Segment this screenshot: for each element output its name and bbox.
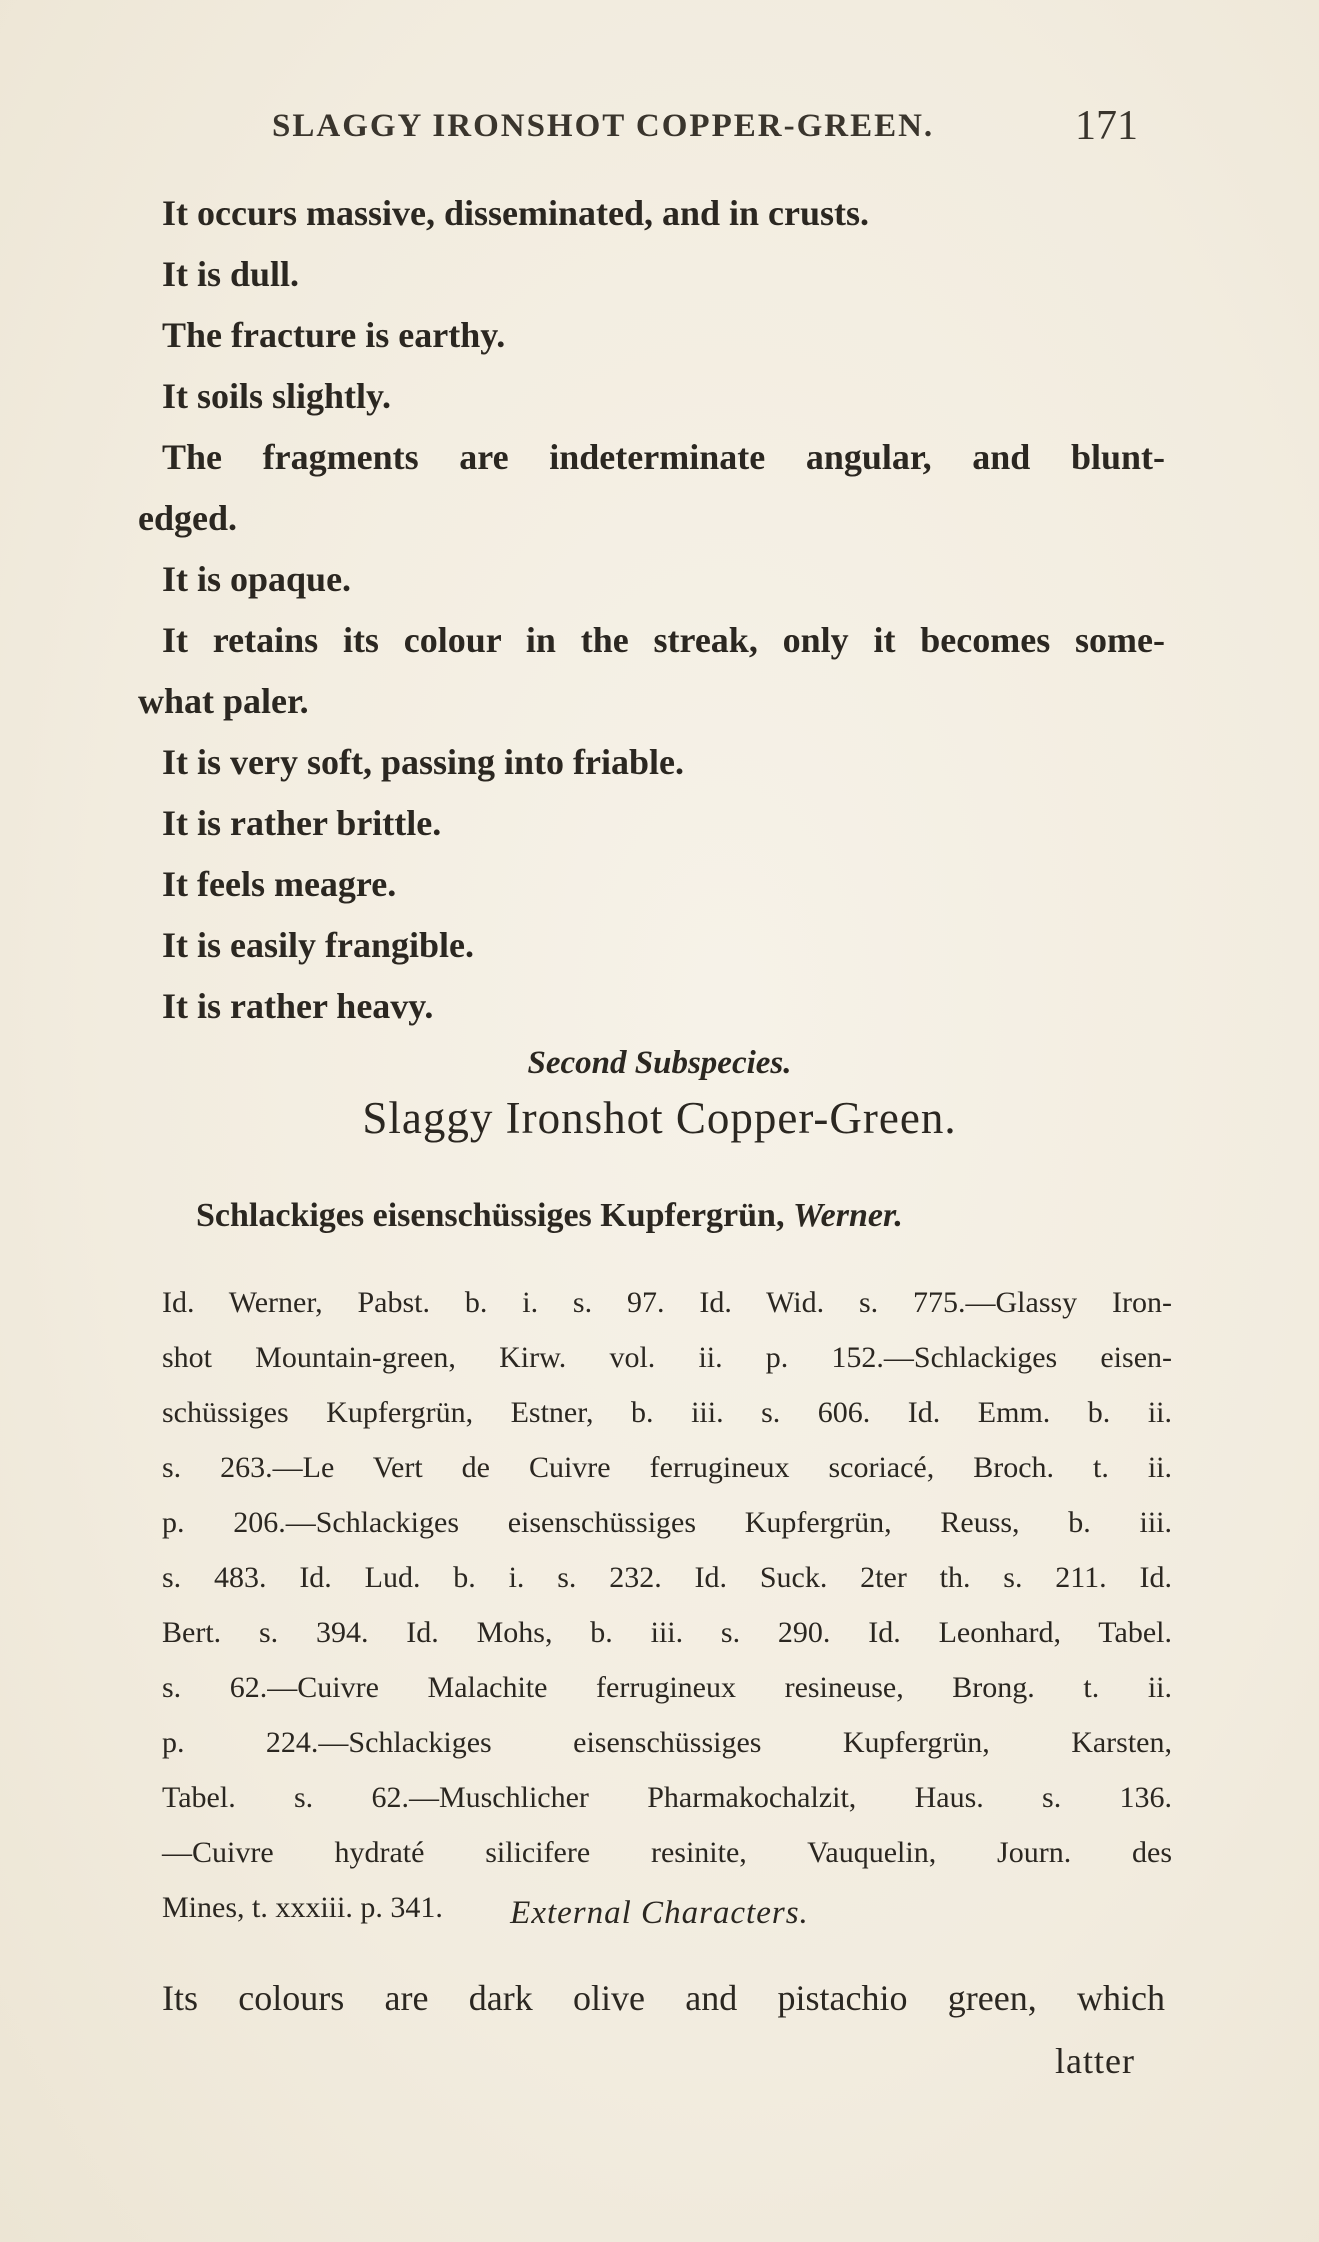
body-text-line: Its colours are dark olive and pistachio green, which [162,1978,1165,2018]
section-heading: External Characters. [510,1895,809,1931]
character-line: what paler. [138,681,309,721]
synonymy-line: shot Mountain-green, Kirw. vol. ii. p. 152.—Schlackiges eisen- [162,1341,1172,1374]
german-name [196,1197,903,1235]
german-name-text: Schlackiges eisenschüssiges Kupfergrün, [196,1197,785,1234]
character-line: It is rather heavy. [162,986,434,1026]
character-line: edged. [138,498,237,538]
synonymy-line: s. 263.—Le Vert de Cuivre ferrugineux scoriacé, Broch. t. ii. [162,1451,1172,1484]
page-number: 171 [1075,103,1138,149]
character-line: It retains its colour in the streak, only it becomes some- [162,620,1165,660]
synonymy-line: p. 224.—Schlackiges eisenschüssiges Kupfergrün, Karsten, [162,1726,1172,1759]
character-line: It is dull. [162,254,300,294]
synonymy-block [162,1275,1172,1935]
synonymy-line: p. 206.—Schlackiges eisenschüssiges Kupfergrün, Reuss, b. iii. [162,1506,1172,1539]
synonymy-line: Tabel. s. 62.—Muschlicher Pharmakochalzit, Haus. s. 136. [162,1781,1172,1814]
character-line: The fragments are indeterminate angular, and blunt- [162,437,1165,477]
synonymy-line: s. 483. Id. Lud. b. i. s. 232. Id. Suck. 2ter th. s. 211. Id. [162,1561,1172,1594]
character-line: It is easily frangible. [162,925,474,965]
german-name-author: Werner. [792,1197,903,1234]
character-line: It soils slightly. [162,376,392,416]
synonymy-line: Id. Werner, Pabst. b. i. s. 97. Id. Wid. s. 775.—Glassy Iron- [162,1286,1172,1319]
character-line: It is very soft, passing into friable. [162,742,684,782]
synonymy-line: Bert. s. 394. Id. Mohs, b. iii. s. 290. Id. Leonhard, Tabel. [162,1616,1172,1649]
catchword: latter [1055,2041,1135,2081]
character-line: It is opaque. [162,559,352,599]
synonymy-line: Mines, t. xxxiii. p. 341. [162,1891,443,1924]
species-title: Slaggy Ironshot Copper-Green. [362,1093,957,1143]
character-line: It occurs massive, disseminated, and in crusts. [162,193,870,233]
characters-list [138,183,1165,1037]
synonymy-line: —Cuivre hydraté silicifere resinite, Vauquelin, Journ. des [162,1836,1172,1869]
running-title: SLAGGY IRONSHOT COPPER-GREEN. [272,108,935,144]
character-line: It is rather brittle. [162,803,442,843]
subspecies-label: Second Subspecies. [527,1045,792,1081]
character-line: The fracture is earthy. [162,315,506,355]
page-header [0,103,1319,149]
synonymy-line: s. 62.—Cuivre Malachite ferrugineux resineuse, Brong. t. ii. [162,1671,1172,1704]
character-line: It feels meagre. [162,864,397,904]
synonymy-line: schüssiges Kupfergrün, Estner, b. iii. s. 606. Id. Emm. b. ii. [162,1396,1172,1429]
